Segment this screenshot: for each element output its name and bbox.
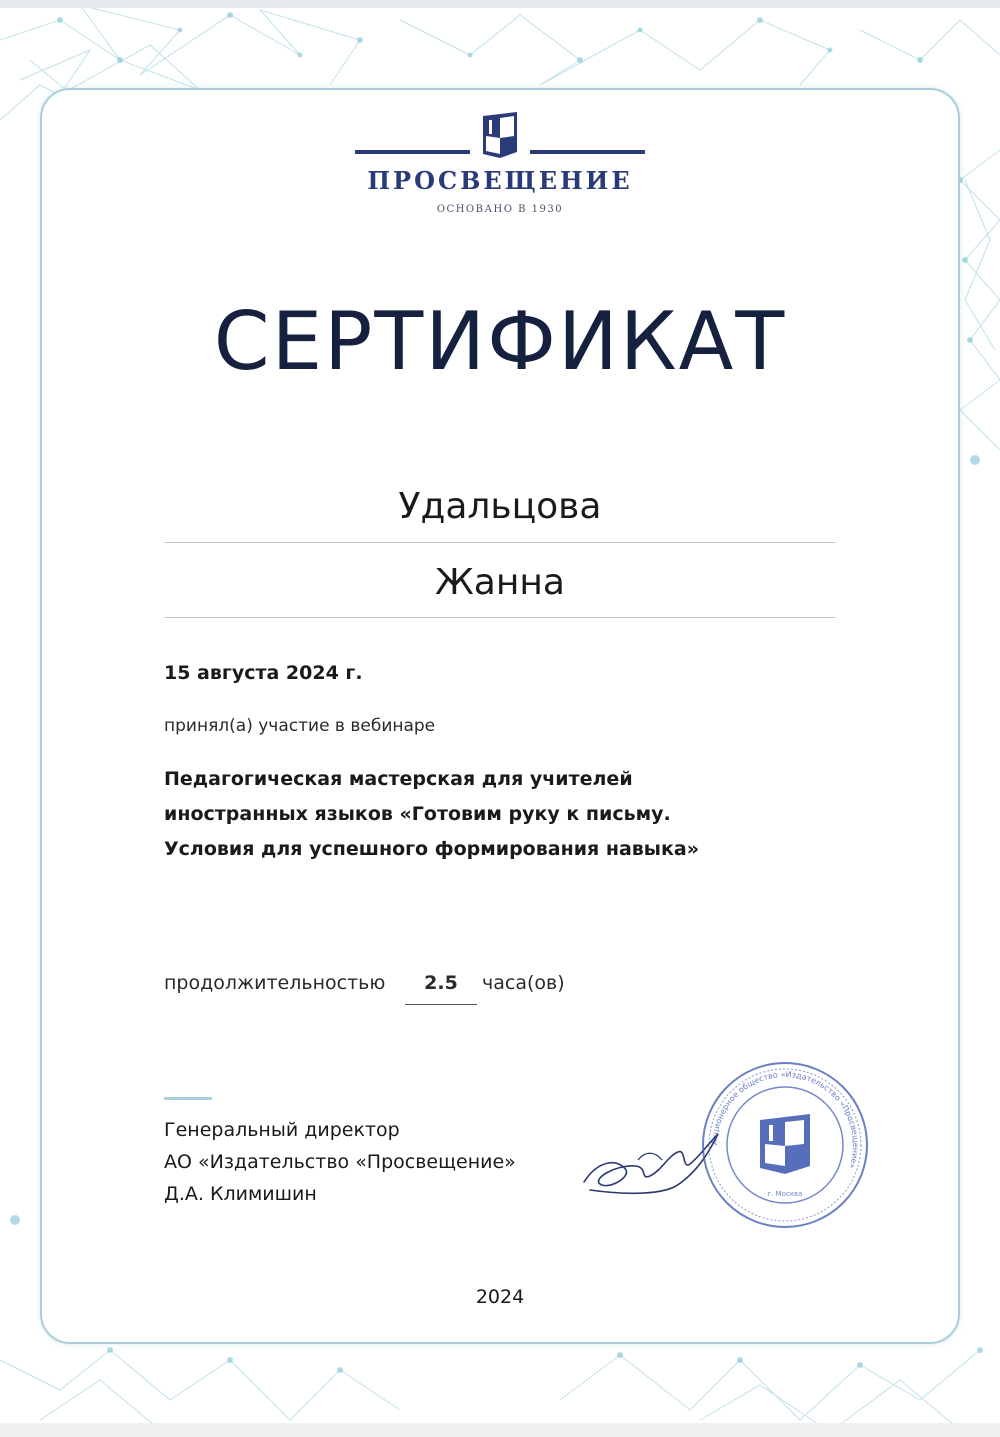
signer-name: Д.А. Климишин bbox=[164, 1183, 317, 1205]
surname-underline bbox=[164, 542, 836, 543]
webinar-title-line: иностранных языков «Готовим руку к письму. bbox=[164, 803, 671, 825]
company-stamp bbox=[700, 1060, 870, 1230]
signer-company: АО «Издательство «Просвещение» bbox=[164, 1151, 516, 1173]
signer-block bbox=[164, 1114, 516, 1210]
publisher-logo bbox=[355, 112, 645, 222]
accent-divider bbox=[164, 1097, 212, 1100]
certificate-title: СЕРТИФИКАТ bbox=[213, 295, 787, 388]
recipient-first-name: Жанна bbox=[435, 562, 565, 603]
first-name-underline bbox=[164, 617, 836, 618]
publisher-founded: ОСНОВАНО В 1930 bbox=[436, 204, 564, 215]
webinar-title-line: Условия для успешного формирования навыка» bbox=[164, 838, 699, 860]
bottom-strip bbox=[0, 1423, 1000, 1437]
top-strip bbox=[0, 0, 1000, 8]
publisher-name: ПРОСВЕЩЕНИЕ bbox=[367, 166, 633, 195]
webinar-title-line: Педагогическая мастерская для учителей bbox=[164, 768, 633, 790]
recipient-surname: Удальцова bbox=[398, 486, 602, 527]
logo-line-left bbox=[355, 150, 470, 154]
stamp-outer-text: Акционерное общество «Издательство «Просвещение» bbox=[709, 1069, 861, 1170]
logo-line-right bbox=[530, 150, 645, 154]
publisher-emblem-icon bbox=[481, 112, 519, 158]
webinar-title bbox=[164, 762, 844, 867]
duration-suffix: часа(ов) bbox=[482, 972, 565, 994]
duration-prefix: продолжительностью bbox=[164, 972, 386, 994]
duration-value: 2.5 bbox=[405, 972, 477, 1005]
stamp-city: г. Москва bbox=[767, 1190, 803, 1198]
signer-position: Генеральный директор bbox=[164, 1119, 400, 1141]
participation-text: принял(а) участие в вебинаре bbox=[164, 716, 436, 736]
certificate-year: 2024 bbox=[475, 1286, 525, 1308]
event-date: 15 августа 2024 г. bbox=[164, 662, 363, 684]
